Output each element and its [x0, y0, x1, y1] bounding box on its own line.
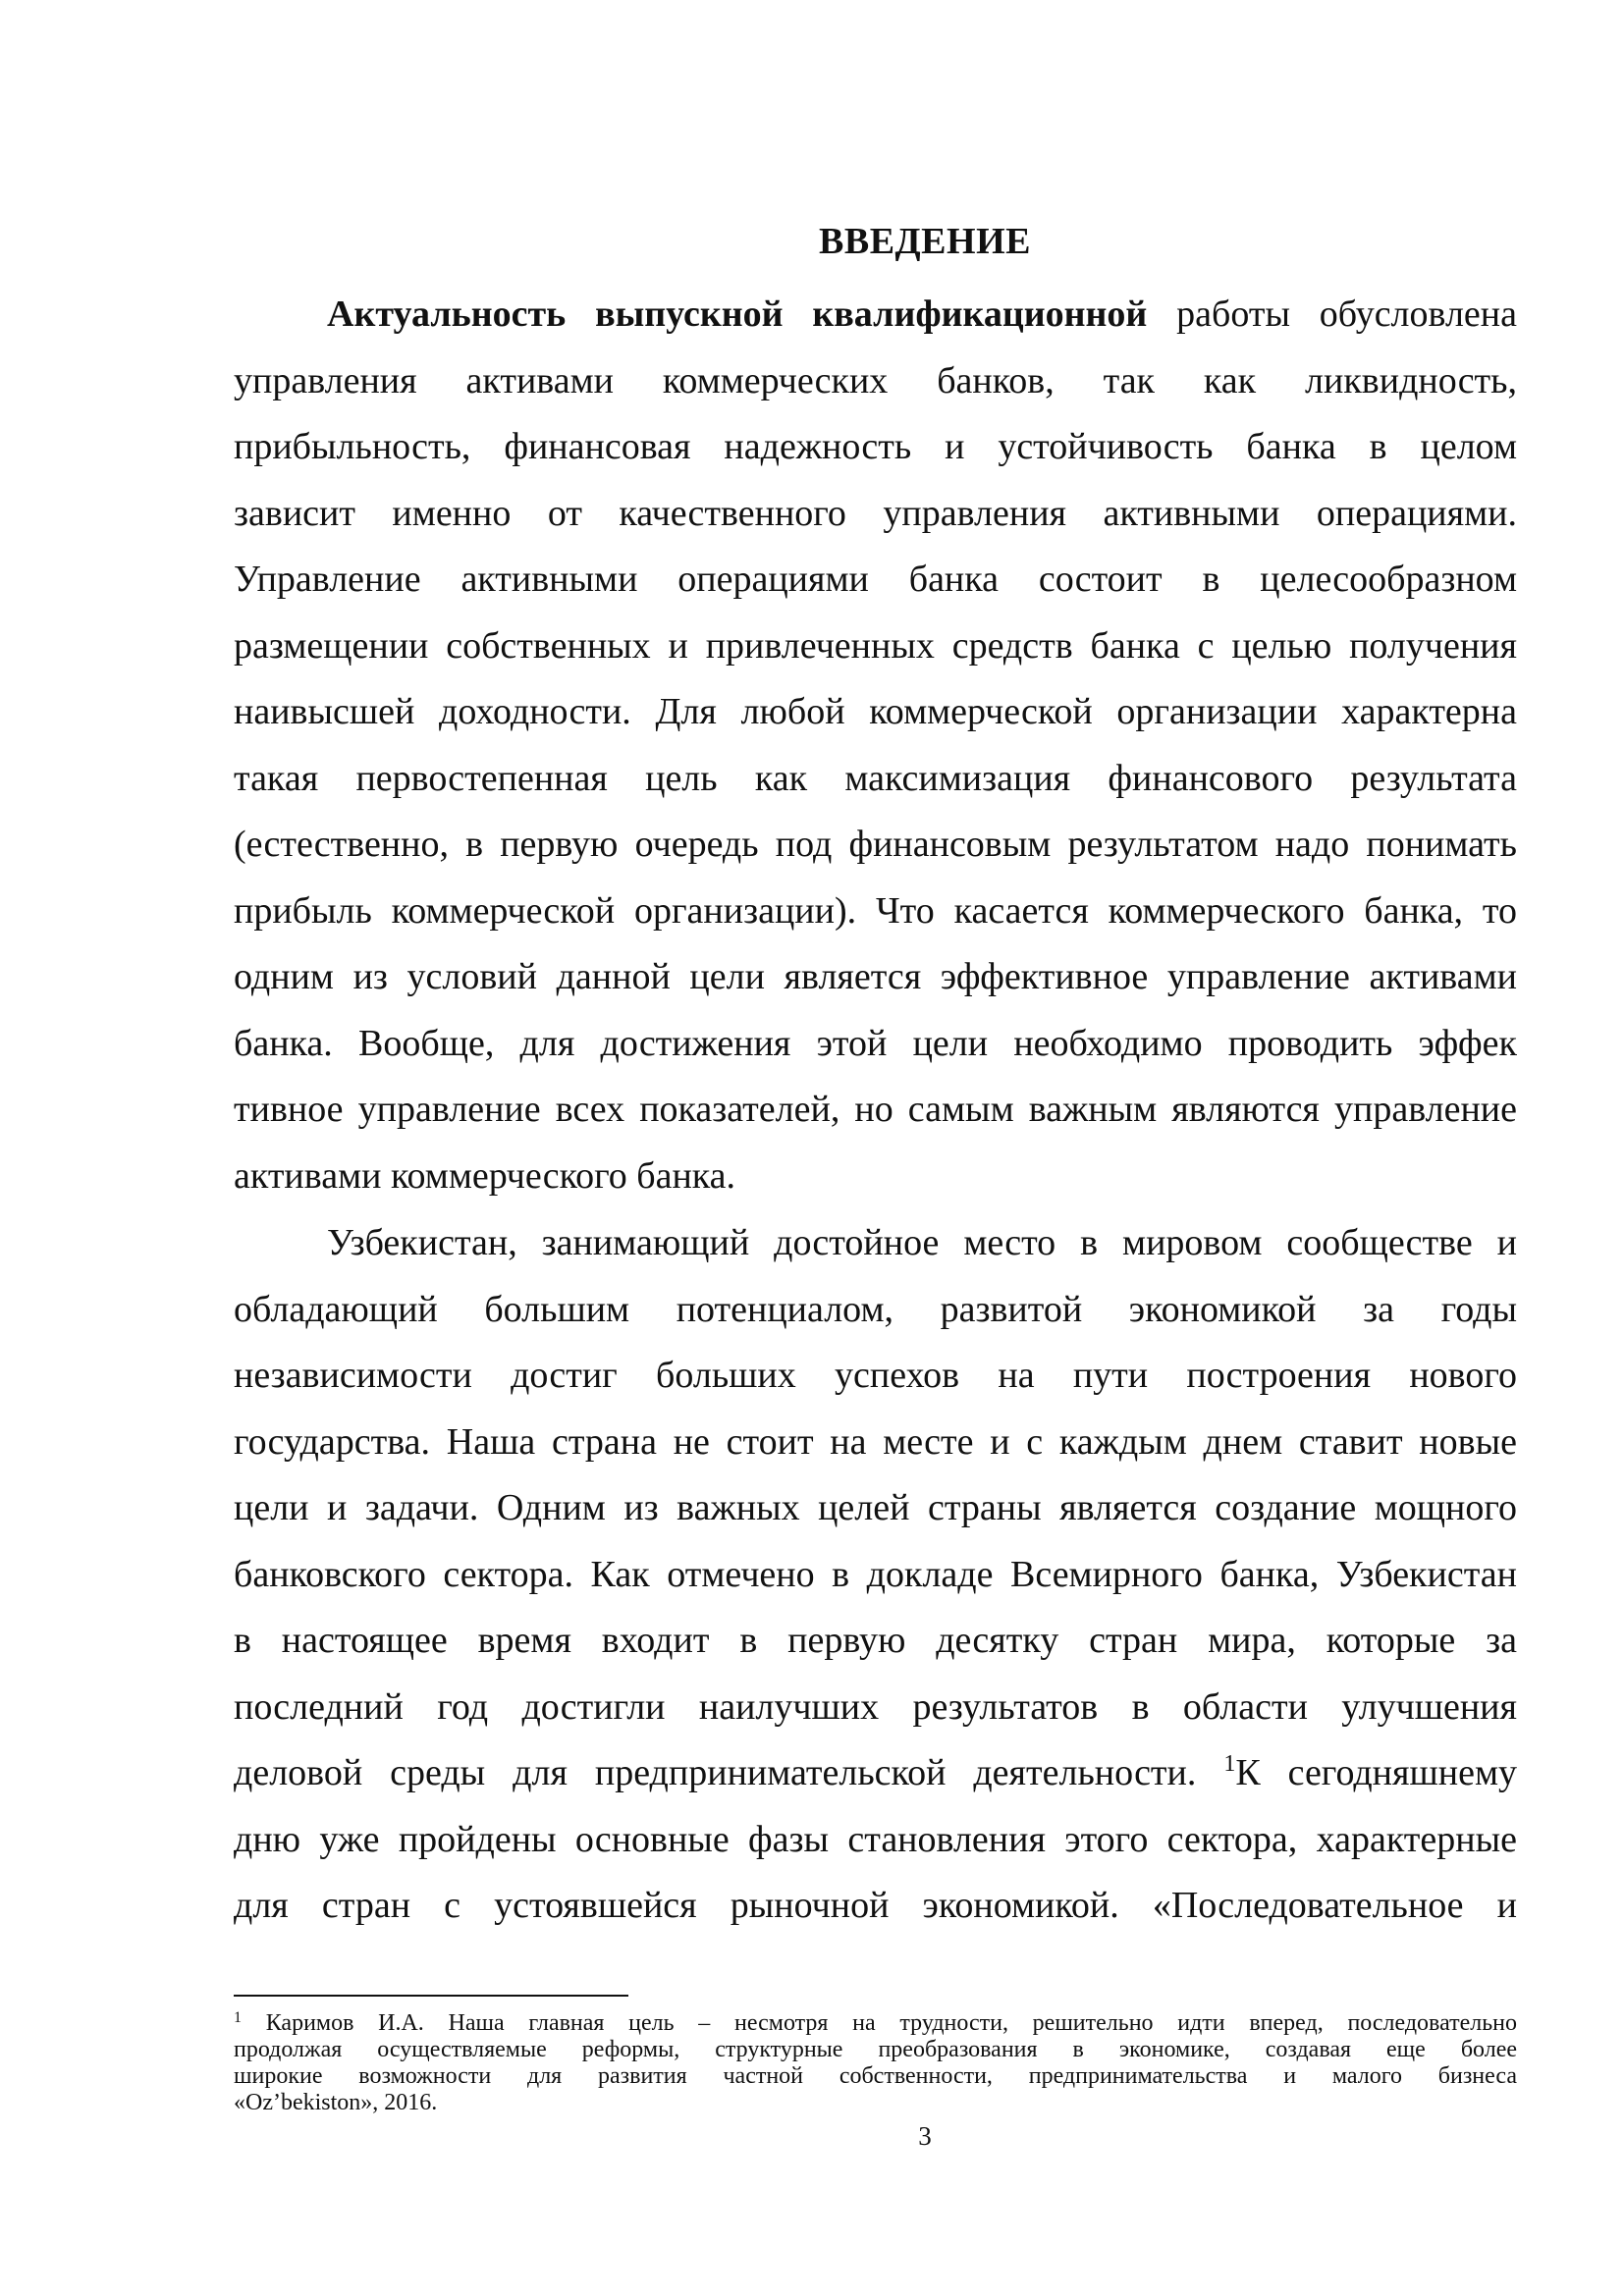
section-title: ВВЕДЕНИЕ	[819, 221, 1031, 262]
line-text-after-footnote: К сегодняшнему	[1235, 1752, 1518, 1793]
relevance-lead-bold: Актуальность выпускной квалификационной	[327, 294, 1148, 335]
paragraph-line: наивысшей доходности. Для любой коммерческой организации характерна	[234, 691, 1517, 732]
footnote-line	[234, 2010, 1517, 2037]
footnote	[234, 2010, 1517, 2116]
page-number: 3	[918, 2121, 932, 2151]
paragraph-line: банка. Вообще, для достижения этой цели необходимо проводить эффек	[234, 1022, 1517, 1064]
footnote-line: широкие возможности для развития частной собственности, предпринимательства и малого бизнеса	[234, 2063, 1517, 2089]
paragraph-line: тивное управление всех показателей, но самым важным являются управление	[234, 1089, 1517, 1130]
paragraph-uzbekistan	[234, 1210, 1517, 1940]
footnote-line: продолжая осуществляемые реформы, структурные преобразования в экономике, создавая еще более	[234, 2037, 1517, 2062]
paragraph-line: для стран с устоявшейся рыночной экономикой. «Последовательное и	[234, 1885, 1517, 1926]
relevance-lead-rest: работы обусловлена	[1147, 294, 1517, 335]
footnote-marker: 1	[234, 2009, 242, 2026]
paragraph-line	[234, 1740, 1517, 1807]
paragraph-line: прибыльность, финансовая надежность и устойчивость банка в целом	[234, 426, 1517, 467]
paragraph-line: Узбекистан, занимающий достойное место в мировом сообществе и	[327, 1222, 1517, 1263]
paragraph-line: (естественно, в первую очередь под финансовым результатом надо понимать	[234, 824, 1517, 865]
paragraph-line: Управление активными операциями банка состоит в целесообразном	[234, 559, 1517, 600]
footnote-separator	[234, 1995, 628, 1997]
paragraph-line: дню уже пройдены основные фазы становления этого сектора, характерные	[234, 1818, 1517, 1860]
footnote-line: «Oz’bekiston», 2016.	[234, 2090, 438, 2115]
paragraph-line	[234, 282, 1517, 348]
paragraph-line: одним из условий данной цели является эффективное управление активами	[234, 956, 1517, 997]
line-text-before-footnote: деловой среды для предпринимательской деятельности.	[234, 1752, 1197, 1793]
paragraph-line: активами коммерческого банка.	[234, 1154, 736, 1197]
paragraph-line: зависит именно от качественного управления активными операциями.	[234, 492, 1517, 534]
paragraph-line: управления активами коммерческих банков, так как ликвидность,	[234, 359, 1517, 401]
paragraph-relevance	[234, 282, 1517, 1209]
footnote-text: Каримов И.А. Наша главная цель – несмотря на трудности, решительно идти вперед, последовательно	[265, 2010, 1518, 2036]
paragraph-line: последний год достигли наилучших результатов в области улучшения	[234, 1685, 1517, 1728]
paragraph-line: цели и задачи. Одним из важных целей страны является создание мощного	[234, 1487, 1517, 1528]
paragraph-line: такая первостепенная цель как максимизация финансового результата	[234, 757, 1517, 799]
paragraph-line: независимости достиг больших успехов на пути построения нового	[234, 1355, 1517, 1396]
paragraph-line: прибыль коммерческой организации). Что касается коммерческого банка, то	[234, 889, 1517, 932]
paragraph-line: банковского сектора. Как отмечено в докладе Всемирного банка, Узбекистан	[234, 1553, 1517, 1595]
footnote-reference[interactable]: 1	[1223, 1751, 1236, 1777]
paragraph-line: государства. Наша страна не стоит на месте и с каждым днем ставит новые	[234, 1420, 1517, 1463]
paragraph-line: размещении собственных и привлеченных средств банка с целью получения	[234, 624, 1517, 667]
paragraph-line: в настоящее время входит в первую десятку стран мира, которые за	[234, 1620, 1517, 1661]
paragraph-line: обладающий большим потенциалом, развитой экономикой за годы	[234, 1288, 1517, 1330]
